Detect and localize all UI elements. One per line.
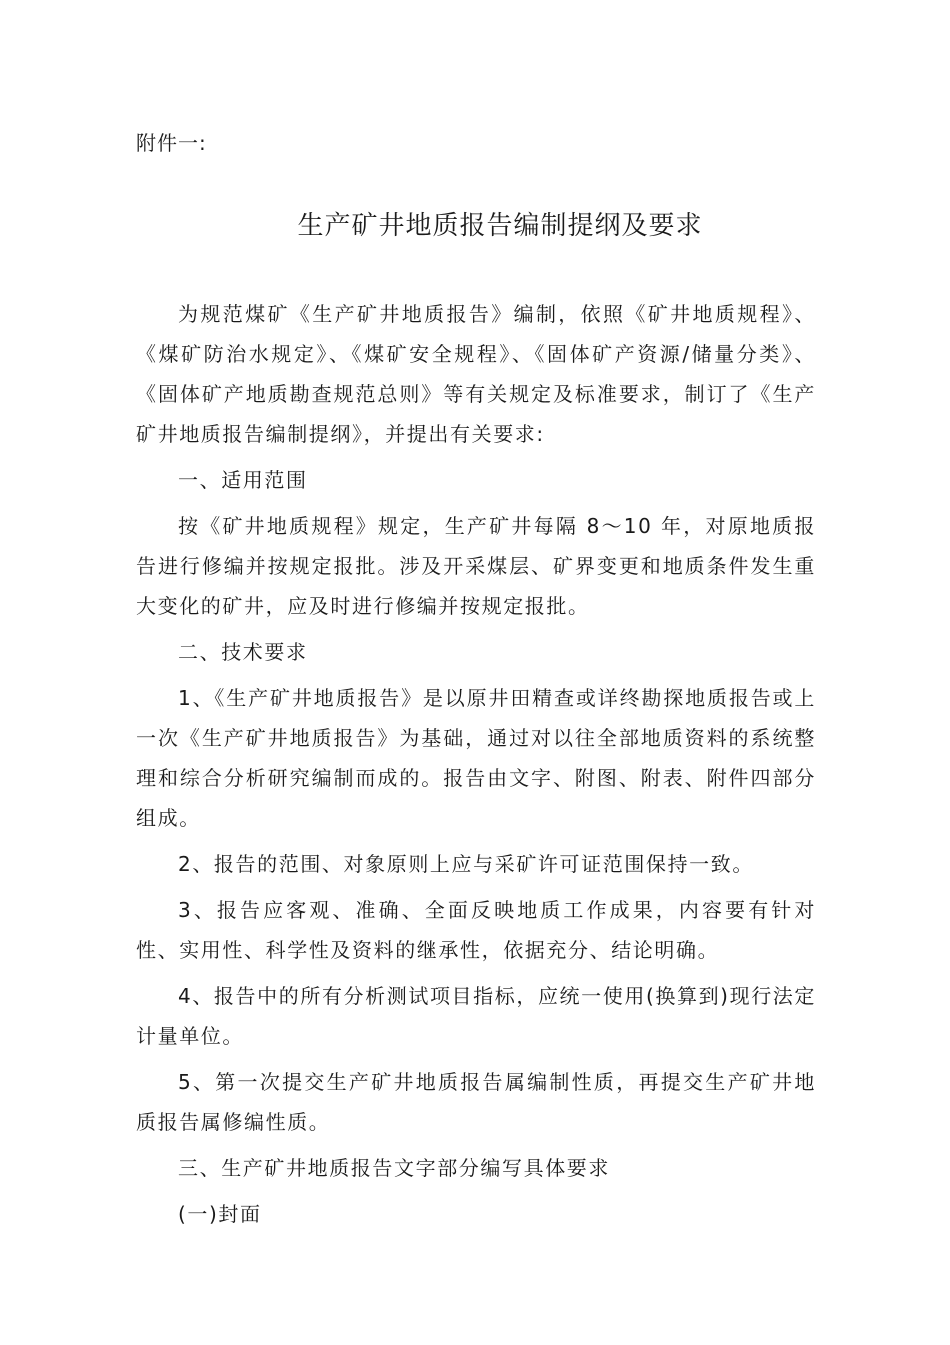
requirement-item-5: 5、第一次提交生产矿井地质报告属编制性质，再提交生产矿井地质报告属修编性质。 (136, 1070, 816, 1134)
intro-paragraph: 为规范煤矿《生产矿井地质报告》编制，依照《矿井地质规程》、《煤矿防治水规定》、《煤矿安全规程》、《固体矿产资源/储量分类》、《固体矿产地质勘查规范总则》等有关规定及标准要求，制订了《生产矿井地质报告编制提纲》，并提出有关要求: (136, 302, 816, 446)
section-heading-technical: 二、技术要求 (178, 640, 308, 664)
attachment-label: 附件一: (136, 131, 207, 155)
section-heading-text-requirements: 三、生产矿井地质报告文字部分编写具体要求 (178, 1156, 610, 1180)
requirement-item-2: 2、报告的范围、对象原则上应与采矿许可证范围保持一致。 (178, 852, 754, 876)
subsection-heading-cover: (一)封面 (178, 1202, 262, 1226)
section-heading-scope: 一、适用范围 (178, 468, 308, 492)
requirement-item-1: 1、《生产矿井地质报告》是以原井田精查或详终勘探地质报告或上一次《生产矿井地质报告》为基础，通过对以往全部地质资料的系统整理和综合分析研究编制而成的。报告由文字、附图、附表、附件四部分组成。 (136, 686, 816, 830)
scope-paragraph: 按《矿井地质规程》规定，生产矿井每隔 8～10 年，对原地质报告进行修编并按规定报批。涉及开采煤层、矿界变更和地质条件发生重大变化的矿井，应及时进行修编并按规定报批。 (136, 514, 816, 618)
requirement-item-4: 4、报告中的所有分析测试项目指标，应统一使用(换算到)现行法定计量单位。 (136, 984, 816, 1048)
requirement-item-3: 3、报告应客观、准确、全面反映地质工作成果，内容要有针对性、实用性、科学性及资料的继承性，依据充分、结论明确。 (136, 898, 816, 962)
document-body (136, 294, 816, 1240)
document-title: 生产矿井地质报告编制提纲及要求 (297, 211, 703, 241)
